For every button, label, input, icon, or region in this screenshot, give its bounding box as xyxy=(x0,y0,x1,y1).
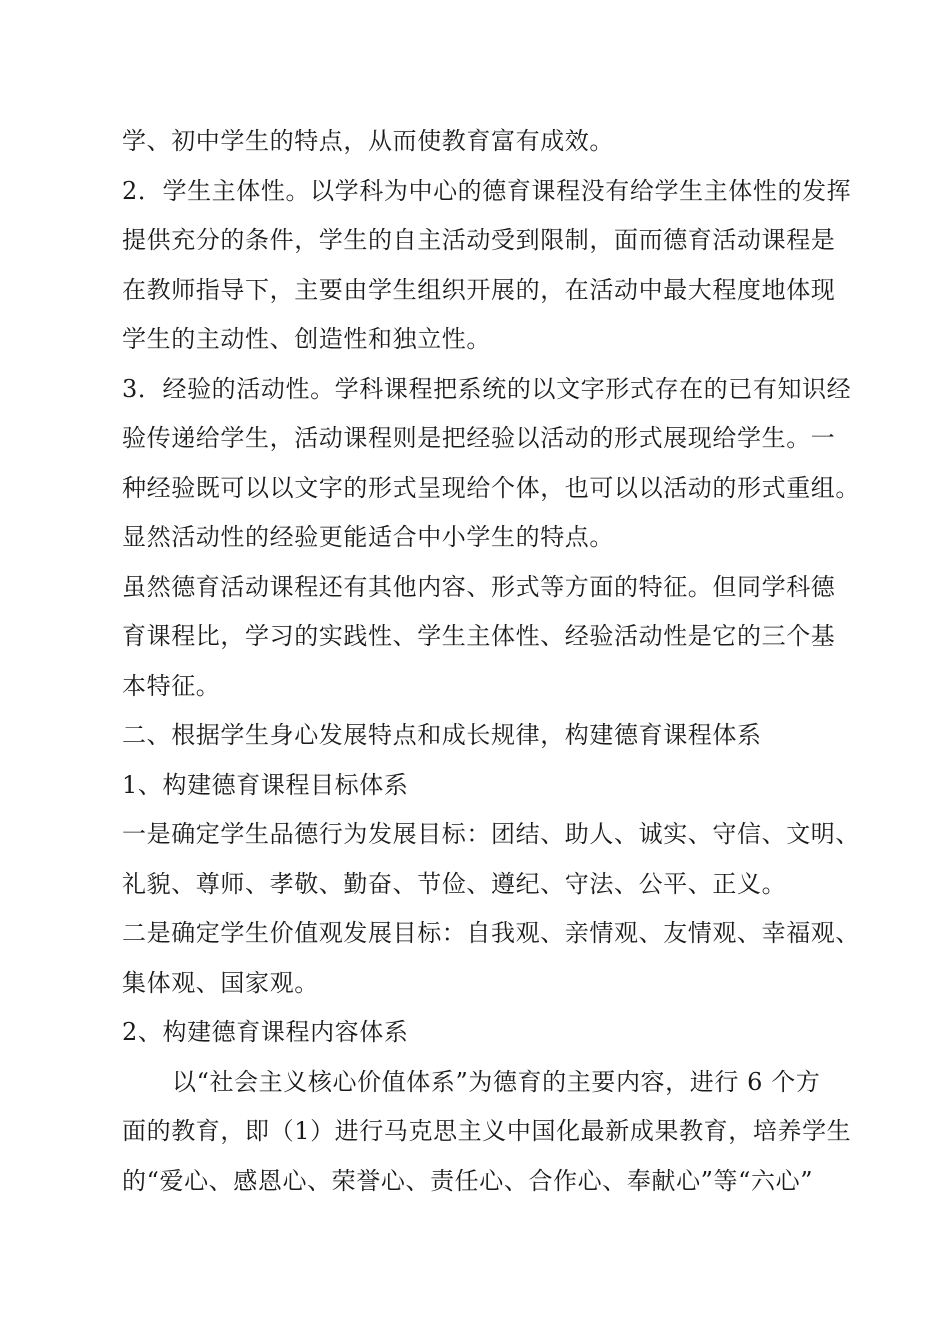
document-body xyxy=(122,117,860,1206)
text-line: 的“爱心、感恩心、荣誉心、责任心、合作心、奉献心”等“六心” xyxy=(122,1166,814,1195)
section-heading: 二、根据学生身心发展特点和成长规律，构建德育课程体系 xyxy=(122,721,762,749)
text-line: 在教师指导下，主要由学生组织开展的，在活动中最大程度地体现 xyxy=(122,275,836,304)
text-line: 学生的主动性、创造性和独立性。 xyxy=(122,325,491,353)
text-line: 种经验既可以以文字的形式呈现给个体，也可以以活动的形式重组。 xyxy=(122,473,860,502)
subsection-heading: 2、构建德育课程内容体系 xyxy=(122,1018,409,1046)
text-line: 集体观、国家观。 xyxy=(122,968,319,997)
text-line: 本特征。 xyxy=(122,671,221,700)
subsection-heading: 1、构建德育课程目标体系 xyxy=(122,770,409,799)
text-line: 育课程比，学习的实践性、学生主体性、经验活动性是它的三个基 xyxy=(122,622,836,650)
text-line: 2．学生主体性。以学科为中心的德育课程没有给学生主体性的发挥 xyxy=(122,176,852,205)
text-line: 提供充分的条件，学生的自主活动受到限制，面而德育活动课程是 xyxy=(122,226,836,254)
text-line: 一是确定学生品德行为发展目标：团结、助人、诚实、守信、文明、 xyxy=(122,820,860,848)
text-line: 3．经验的活动性。学科课程把系统的以文字形式存在的已有知识经 xyxy=(122,374,852,403)
text-line-indented: 以“社会主义核心价值体系”为德育的主要内容，进行 6 个方 xyxy=(172,1067,821,1096)
text-line: 学、初中学生的特点，从而使教育富有成效。 xyxy=(122,127,614,155)
text-line: 礼貌、尊师、孝敬、勤奋、节俭、遵纪、守法、公平、正义。 xyxy=(122,869,787,898)
text-line: 二是确定学生价值观发展目标：自我观、亲情观、友情观、幸福观、 xyxy=(122,919,860,947)
text-line: 验传递给学生，活动课程则是把经验以活动的形式展现给学生。一 xyxy=(122,424,836,452)
text-line: 面的教育，即（1）进行马克思主义中国化最新成果教育，培养学生 xyxy=(122,1117,852,1145)
text-line: 显然活动性的经验更能适合中小学生的特点。 xyxy=(122,523,614,551)
text-line: 虽然德育活动课程还有其他内容、形式等方面的特征。但同学科德 xyxy=(122,572,836,601)
